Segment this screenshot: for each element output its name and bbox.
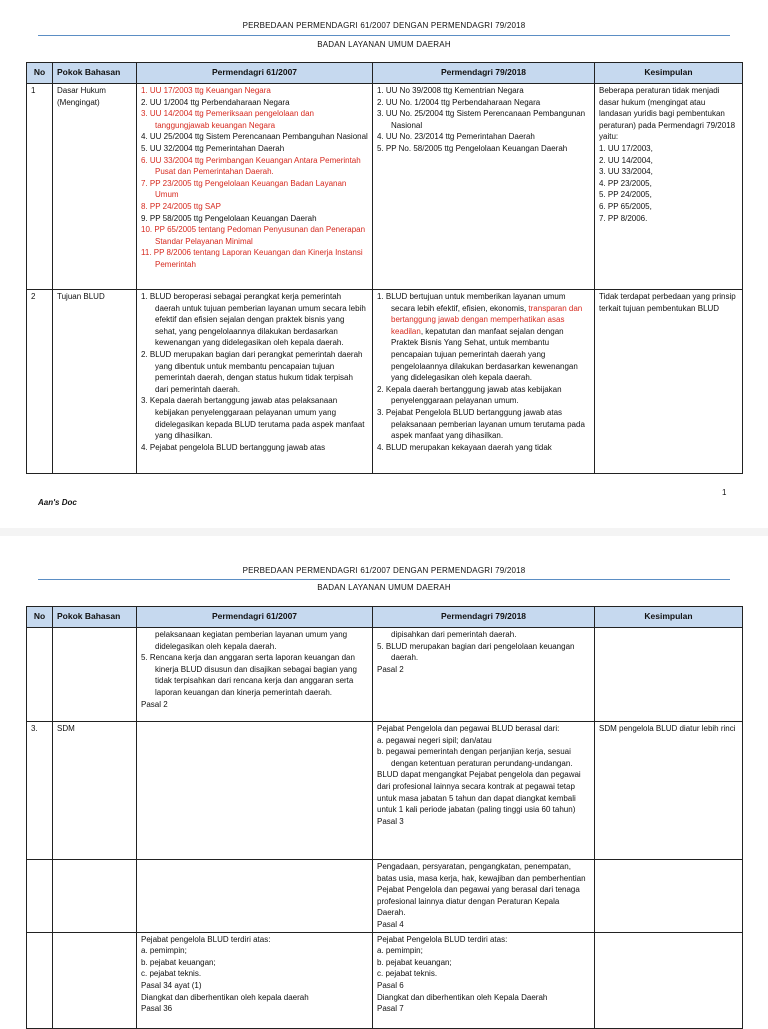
comparison-table xyxy=(26,606,743,1029)
list-item: 1. BLUD beroperasi sebagai perangkat kerja pemerintah daerah untuk tujuan pemberian layanan umum secara lebih efektif dan efisien sejalan dengan praktek bisnis yang sehat, yang pengelolaannya dilakukan berdasarkan kewenangan yang didelegasikan oleh kepala daerah. xyxy=(141,292,366,348)
list-item: 5. BLUD merupakan bagian dari pengelolaan keuangan daerah. xyxy=(377,641,575,663)
text-line: Pejabat pengelola BLUD terdiri atas: xyxy=(141,934,271,944)
article-ref: Pasal 36 xyxy=(141,1004,173,1014)
article-ref: Pasal 4 xyxy=(377,919,404,929)
page-subtitle: BADAN LAYANAN UMUM DAERAH xyxy=(317,40,451,49)
table-row xyxy=(27,860,743,933)
p61-cell xyxy=(137,84,373,290)
text-line: Pejabat Pengelola dan pegawai BLUD berasal dari: xyxy=(377,724,560,733)
list-item: 7. PP 23/2005 ttg Pengelolaan Keuangan Badan Layanan Umum xyxy=(141,178,347,200)
text-line: Pejabat Pengelola BLUD terdiri atas: xyxy=(377,934,508,944)
p61-cell xyxy=(137,290,373,474)
list-item: a. pegawai negeri sipil; dan/atau xyxy=(377,735,492,745)
text-line: Diangkat dan diberhentikan oleh kepala daerah xyxy=(141,992,309,1002)
list-item: 2. Kepala daerah bertanggung jawab atas kebijakan penyelenggaraan pelayanan umum. xyxy=(377,384,562,406)
list-item: 4. UU 25/2004 ttg Sistem Perencanaan Pembanguhan Nasional xyxy=(141,132,368,142)
col-topic: Pokok Bahasan xyxy=(53,63,137,84)
list-item: b. pejabat keuangan; xyxy=(377,957,452,967)
list-item: 1. UU 17/2003, xyxy=(599,143,653,153)
text-line: pelaksanaan kegiatan pemberian layanan umum yang didelegasikan oleh kepala daerah. xyxy=(155,630,348,651)
list-item: 4. PP 23/2005, xyxy=(599,178,652,188)
list-item: 3. UU 33/2004, xyxy=(599,167,653,177)
text-paragraph: Pengadaan, persyaratan, pengangkatan, penempatan, batas usia, masa kerja, hak, kewajiban dan pemberhentian Pejabat Pengelola dan pegawai yang berasal dari tenaga profesional lainnya diatur dengan Peraturan Kepala Daerah. xyxy=(377,862,586,918)
row-no: 3. xyxy=(27,722,53,860)
list-item: c. pejabat teknis. xyxy=(377,969,438,979)
col-p61: Permendagri 61/2007 xyxy=(137,63,373,84)
table-row xyxy=(27,84,743,290)
list-item: 3. Pejabat Pengelola BLUD bertanggung jawab atas pelaksanaan pemberian layanan umum terutama pada aspek manfaat yang dihasilkan. xyxy=(377,407,585,441)
header-rule xyxy=(38,579,730,580)
table-header-row xyxy=(27,63,743,84)
comparison-table xyxy=(26,62,743,474)
table-row xyxy=(27,628,743,722)
article-ref: Pasal 6 xyxy=(377,980,404,990)
article-ref: Pasal 7 xyxy=(377,1004,404,1014)
list-item: 3. UU 14/2004 ttg Pemeriksaan pengelolaan dan tanggungjawab keuangan Negara xyxy=(141,109,315,130)
p79-cell xyxy=(373,628,595,722)
p79-cell xyxy=(373,290,595,474)
list-item: 5. PP No. 58/2005 ttg Pengelolaan Keuangan Daerah xyxy=(377,143,568,153)
conclusion-cell: SDM pengelola BLUD diatur lebih rinci xyxy=(595,722,743,860)
col-p61: Permendagri 61/2007 xyxy=(137,607,373,628)
page-separator xyxy=(0,528,768,536)
list-item: 10. PP 65/2005 tentang Pedoman Penyusunan dan Penerapan Standar Pelayanan Minimal xyxy=(141,225,366,246)
list-item: 4. BLUD merupakan kekayaan daerah yang tidak xyxy=(377,442,552,452)
header-rule xyxy=(38,35,730,36)
list-item: a. pemimpin; xyxy=(141,946,187,956)
text-line: dipisahkan dari pemerintah daerah. xyxy=(391,630,517,639)
text-line: Diangkat dan diberhentikan oleh Kepala Daerah xyxy=(377,992,548,1002)
table-header-row xyxy=(27,607,743,628)
page-subtitle: BADAN LAYANAN UMUM DAERAH xyxy=(317,583,451,592)
page-title: PERBEDAAN PERMENDAGRI 61/2007 DENGAN PERMENDAGRI 79/2018 xyxy=(242,566,526,575)
table-row xyxy=(27,722,743,860)
list-item: 9. PP 58/2005 ttg Pengelolaan Keuangan Daerah xyxy=(141,213,317,223)
text-run: , kepatutan dan manfaat sejalan dengan Praktek Bisnis Yang Sehat, untuk membantu pencapaian tujuan pemerintah daerah yang pengelolaannya dilakukan berdasarkan kewenangan yang didelegasikan oleh kepala daerah. xyxy=(391,326,578,383)
conclusion-cell: Tidak terdapat perbedaan yang prinsip terkait tujuan pembentukan BLUD xyxy=(595,290,743,474)
footer-doc-label: Aan's Doc xyxy=(38,498,77,507)
table-row xyxy=(27,290,743,474)
list-item: 4. UU No. 23/2014 ttg Pemerintahan Daerah xyxy=(377,132,535,142)
article-ref: Pasal 2 xyxy=(141,699,168,709)
p61-cell xyxy=(137,628,373,722)
list-item: a. pemimpin; xyxy=(377,946,423,956)
list-item: 2. BLUD merupakan bagian dari perangkat pemerintah daerah yang dibentuk untuk membantu pencapaian tujuan pemerintah daerah, dengan status hukum tidak terpisah dari pemerintah daerah. xyxy=(141,349,363,394)
p61-cell xyxy=(137,932,373,1028)
page-2 xyxy=(0,540,768,1024)
article-ref: Pasal 34 ayat (1) xyxy=(141,980,202,990)
list-item: 7. PP 8/2006. xyxy=(599,213,648,223)
col-topic: Pokok Bahasan xyxy=(53,607,137,628)
p79-cell xyxy=(373,860,595,933)
conclusion-cell xyxy=(595,84,743,290)
list-item: 2. UU No. 1/2004 ttg Perbendaharaan Negara xyxy=(377,97,541,107)
list-item: 3. Kepala daerah bertanggung jawab atas pelaksanaan kebijakan penyelenggaraan pelayanan umum yang didelegasikan kepada BLUD terutama pada aspek manfaat yang dihasilkan. xyxy=(141,396,365,441)
conclusion-text: Beberapa peraturan tidak menjadi dasar hukum (mengingat atau landasan yuridis bagi pembentukan peraturan) pada Permendagri 79/2018 yaitu: xyxy=(599,86,736,142)
highlight-text: transparan dan bertanggung jawab dengan memperhatikan asas keadilan xyxy=(391,303,583,336)
table-row xyxy=(27,932,743,1028)
list-item: 6. UU 33/2004 ttg Perimbangan Keuangan Antara Pemerintah Pusat dan Pemerintahan Daerah. xyxy=(141,155,361,177)
list-item: 5. Rencana kerja dan anggaran serta laporan keuangan dan kinerja BLUD disusun dan disajikan sebagai bagian yang tidak terpisahkan dari rencana kerja dan anggaran serta laporan keuangan dan kinerja pemerintah daerah. xyxy=(141,653,357,697)
col-no: No xyxy=(27,607,53,628)
list-item: 1. UU No 39/2008 ttg Kementrian Negara xyxy=(377,86,524,95)
list-item: c. pejabat teknis. xyxy=(141,969,202,979)
list-item: b. pegawai pemerintah dengan perjanjian kerja, sesuai dengan ketentuan peraturan perundang-undangan. xyxy=(377,747,573,768)
row-topic: SDM xyxy=(53,722,137,860)
list-item: 8. PP 24/2005 ttg SAP xyxy=(141,201,221,211)
list-item: b. pejabat keuangan; xyxy=(141,957,216,967)
page-number: 1 xyxy=(722,488,727,497)
article-ref: Pasal 2 xyxy=(377,664,404,674)
list-item: 3. UU No. 25/2004 ttg Sistem Perencanaan Pembangunan Nasional xyxy=(377,109,586,130)
p79-cell xyxy=(373,84,595,290)
list-item xyxy=(377,291,590,384)
row-no: 2 xyxy=(27,290,53,474)
col-no: No xyxy=(27,63,53,84)
list-item: 5. UU 32/2004 ttg Pemerintahan Daerah xyxy=(141,143,285,153)
col-conclusion: Kesimpulan xyxy=(595,63,743,84)
article-ref: Pasal 3 xyxy=(377,816,404,826)
row-topic: Dasar Hukum (Mengingat) xyxy=(53,84,137,290)
list-item: 6. PP 65/2005, xyxy=(599,201,652,211)
text-paragraph: BLUD dapat mengangkat Pejabat pengelola dan pegawai dari profesional lainnya secara kontrak at pegawai tetap untuk masa jabatan 5 tahun dan dapat diangkat kembali untuk 1 kali periode jabatan (paling tinggi usia 60 tahun) xyxy=(377,770,581,815)
list-item: 2. UU 1/2004 ttg Perbendaharaan Negara xyxy=(141,97,290,107)
list-item: 5. PP 24/2005, xyxy=(599,190,652,200)
row-no: 1 xyxy=(27,84,53,290)
text-run: 1. BLUD bertujuan untuk memberikan layanan umum secara lebih efektif, efisien, ekonomis, xyxy=(377,292,566,313)
page-title: PERBEDAAN PERMENDAGRI 61/2007 DENGAN PERMENDAGRI 79/2018 xyxy=(242,21,526,30)
col-p79: Permendagri 79/2018 xyxy=(373,607,595,628)
list-item: 4. Pejabat pengelola BLUD bertanggung jawab atas xyxy=(141,442,326,452)
list-item: 11. PP 8/2006 tentang Laporan Keuangan dan Kinerja Instansi Pemerintah xyxy=(141,248,363,269)
p79-cell xyxy=(373,722,595,860)
list-item: 1. UU 17/2003 ttg Keuangan Negara xyxy=(141,86,271,95)
col-p79: Permendagri 79/2018 xyxy=(373,63,595,84)
p79-cell xyxy=(373,932,595,1028)
list-item: 2. UU 14/2004, xyxy=(599,155,653,165)
col-conclusion: Kesimpulan xyxy=(595,607,743,628)
row-topic: Tujuan BLUD xyxy=(53,290,137,474)
